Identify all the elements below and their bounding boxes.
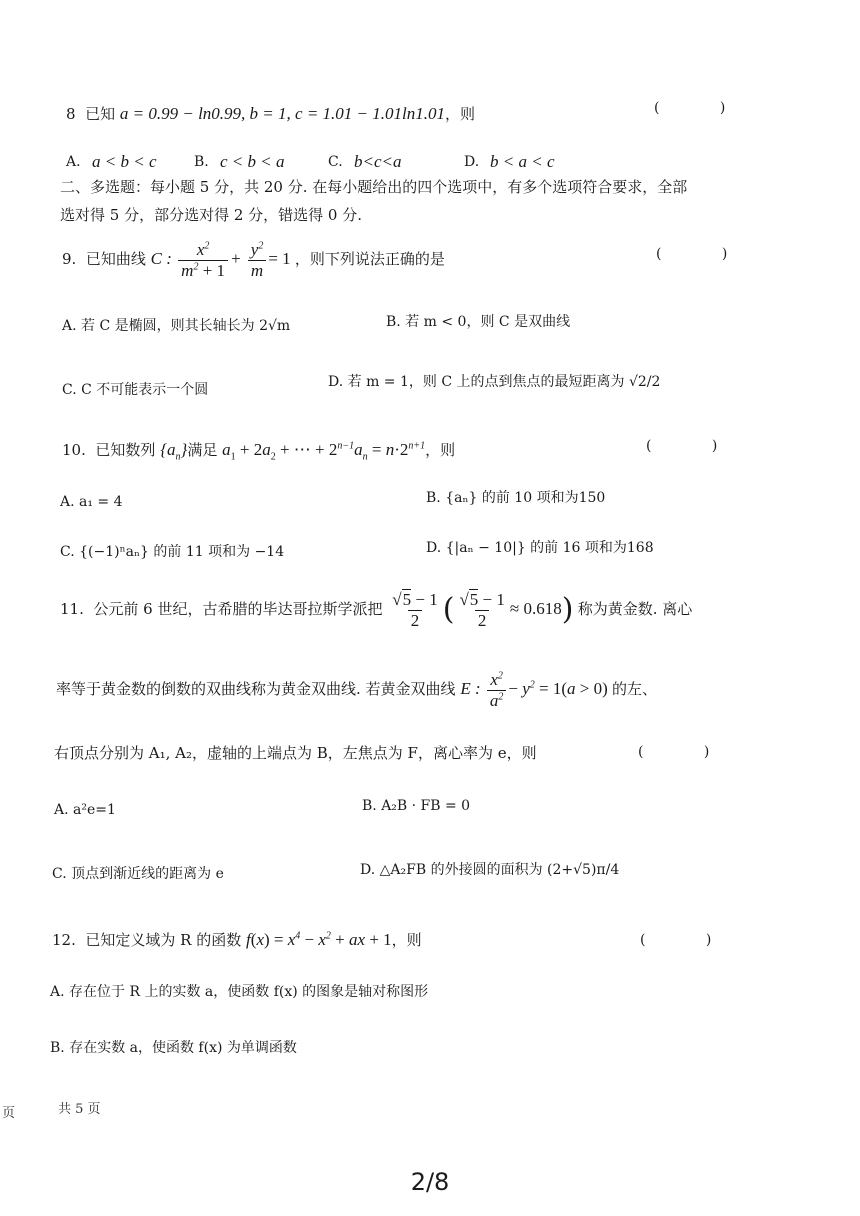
q9-lead: 已知曲线 bbox=[85, 249, 146, 268]
q11-stem-line3: 右顶点分别为 A₁, A₂，虚轴的上端点为 B，左焦点为 F，离心率为 e，则 bbox=[54, 744, 537, 762]
q10-mid: 满足 bbox=[187, 441, 218, 459]
q9-option-c: C. C 不可能表示一个圆 bbox=[62, 382, 209, 398]
page-number: 2/8 bbox=[410, 1168, 450, 1196]
q9-curve-equation: C : $\frac{x^2}{m^2 + 1}$ + $\frac{y^2}{m}$ = 1 bbox=[150, 240, 291, 280]
q9-option-d: D. 若 m = 1，则 C 上的点到焦点的最短距离为 √2/2 bbox=[328, 374, 661, 390]
q8-option-c-letter: C. bbox=[328, 154, 343, 170]
q11-line2-lead: 率等于黄金数的倒数的双曲线称为黄金双曲线. 若黄金双曲线 bbox=[56, 679, 456, 698]
q8-answer-paren: ( ) bbox=[654, 100, 754, 116]
q11-option-d: D. △A₂FB 的外接圆的面积为 (2+√5)π/4 bbox=[360, 862, 620, 878]
q8-option-a: a < b < c bbox=[92, 152, 157, 171]
q10-lead: 已知数列 bbox=[95, 441, 156, 459]
section2-line1: 二、多选题：每小题 5 分，共 20 分. 在每小题给出的四个选项中，有多个选项符合要求，全部 bbox=[60, 178, 688, 196]
q9-number: 9. bbox=[62, 249, 77, 268]
section2-line2: 选对得 5 分，部分选对得 2 分，错选得 0 分. bbox=[60, 206, 363, 224]
q8-option-c: b<c<a bbox=[354, 152, 402, 171]
q10-stem bbox=[62, 440, 456, 463]
q11-number: 11. bbox=[60, 599, 84, 618]
q11-lead: 公元前 6 世纪，古希腊的毕达哥拉斯学派把 bbox=[93, 599, 383, 618]
q11-golden-ratio: $\frac{√5 - 1}{2}$ ( $\frac{√5 - 1}{2}$ ≈ 0.618) bbox=[392, 590, 574, 630]
q10-formula: $a_1 + 2a_2$ + ⋯ + $2^{n-1}a_n = n\cdot 2^{n+1}$ bbox=[222, 440, 426, 463]
q11-stem-line1 bbox=[60, 590, 692, 630]
q11-line2-tail: 的左、 bbox=[612, 679, 658, 698]
q10-option-d: D. {|aₙ − 10|} 的前 16 项和为168 bbox=[426, 540, 654, 556]
q11-hyperbola: E : $\frac{x^2}{a^2}$ − $y^2 = 1(a > 0)$ bbox=[460, 670, 608, 710]
footer-total-pages: 共 5 页 bbox=[58, 1102, 101, 1117]
q11-stem-line2 bbox=[56, 670, 657, 710]
q9-answer-paren: ( ) bbox=[656, 246, 756, 262]
q11-answer-paren: ( ) bbox=[638, 744, 738, 760]
q8-number: 8 bbox=[66, 105, 76, 123]
q8-tail: ，则 bbox=[445, 105, 476, 123]
q8-lead: 已知 bbox=[85, 105, 116, 123]
q8-formula: a = 0.99 − ln0.99, b = 1, c = 1.01 − 1.01ln1.01 bbox=[119, 104, 445, 123]
q11-option-c: C. 顶点到渐近线的距离为 e bbox=[52, 866, 224, 882]
q12-lead: 已知定义域为 R 的函数 bbox=[85, 931, 242, 949]
q12-function: $f(x) = x^4 - x^2$ + ax + 1 bbox=[246, 930, 392, 949]
q11-option-a: A. a²e=1 bbox=[54, 802, 116, 818]
q11-option-b: B. A₂B · FB = 0 bbox=[362, 798, 471, 814]
q8-option-a-letter: A. bbox=[66, 154, 81, 170]
q10-sequence: $\{a_n\}$ bbox=[160, 440, 188, 463]
q9-stem bbox=[62, 240, 445, 280]
q8-option-d: b < a < c bbox=[490, 152, 555, 171]
q9-option-a: A. 若 C 是椭圆，则其长轴长为 2√m bbox=[62, 318, 291, 334]
q10-option-a: A. a₁ = 4 bbox=[60, 494, 123, 510]
q12-tail: ，则 bbox=[391, 931, 422, 949]
q10-option-c: C. {(−1)ⁿaₙ} 的前 11 项和为 −14 bbox=[60, 544, 285, 560]
q10-answer-paren: ( ) bbox=[646, 438, 746, 454]
q12-number: 12. bbox=[52, 931, 76, 949]
footer-page-fragment: 页 bbox=[2, 1106, 16, 1121]
q12-stem bbox=[52, 930, 422, 950]
q9-option-b: B. 若 m < 0，则 C 是双曲线 bbox=[386, 314, 571, 330]
q11-tail: 称为黄金数. 离心 bbox=[577, 599, 693, 618]
q10-number: 10. bbox=[62, 441, 86, 459]
q12-option-a: A. 存在位于 R 上的实数 a，使函数 f(x) 的图象是轴对称图形 bbox=[50, 984, 429, 1000]
q8-option-d-letter: D. bbox=[464, 154, 480, 170]
q12-answer-paren: ( ) bbox=[640, 932, 740, 948]
q10-tail: ，则 bbox=[425, 441, 456, 459]
q12-option-b: B. 存在实数 a，使函数 f(x) 为单调函数 bbox=[50, 1040, 297, 1056]
q8-option-b: c < b < a bbox=[220, 152, 285, 171]
q10-option-b: B. {aₙ} 的前 10 项和为150 bbox=[426, 490, 606, 506]
q9-tail: ，则下列说法正确的是 bbox=[294, 249, 445, 268]
q8-option-b-letter: B. bbox=[194, 154, 209, 170]
q8-stem bbox=[66, 104, 475, 124]
